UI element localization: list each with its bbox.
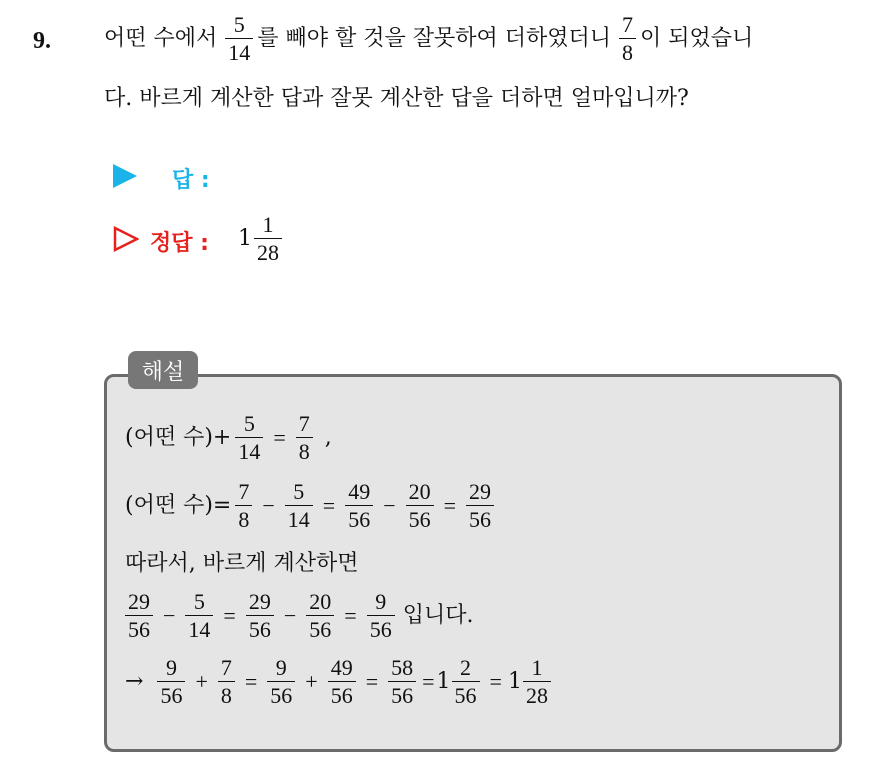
question-number: 9.: [33, 28, 51, 54]
fraction: $\frac{9}{56}$: [157, 657, 185, 707]
fraction: $\frac{20}{56}$: [406, 481, 434, 531]
fraction: $\frac{5}{14}$: [285, 481, 313, 531]
play-outline-icon: [113, 226, 139, 256]
explanation-line-1: (어떤 수)+ $\frac{5}{14}$ = $\frac{7}{8}$ ,: [125, 411, 332, 465]
arrow-right-icon: →: [125, 669, 144, 695]
fraction: $\frac{7}{8}$: [619, 14, 636, 64]
answer-label: 답 :: [172, 168, 210, 193]
fraction: $\frac{20}{56}$: [306, 591, 334, 641]
question-line-1: [104, 14, 753, 64]
correct-answer-label: 정답 :: [150, 231, 209, 256]
fraction: $\frac{7}{8}$: [235, 481, 252, 531]
fraction: $\frac{5}{14}$: [185, 591, 213, 641]
question-text-c: 이 되었습니: [640, 26, 754, 52]
question-text-b: 를 빼야 할 것을 잘못하여 더하였더니: [257, 26, 612, 52]
question-line-2: 다. 바르게 계산한 답과 잘못 계산한 답을 더하면 얼마입니까?: [104, 86, 689, 111]
correct-answer-value: 1 $\frac{1}{28}$: [238, 214, 286, 264]
fraction: $\frac{9}{56}$: [267, 657, 295, 707]
fraction: $\frac{49}{56}$: [345, 481, 373, 531]
fraction: $\frac{5}{14}$: [235, 413, 263, 463]
fraction: $\frac{29}{56}$: [125, 591, 153, 641]
fraction: $\frac{29}{56}$: [246, 591, 274, 641]
explanation-tag: 해설: [128, 351, 198, 389]
fraction: $\frac{7}{8}$: [296, 413, 313, 463]
fraction: $\frac{7}{8}$: [218, 657, 235, 707]
explanation-line-2: (어떤 수)= $\frac{7}{8}$ − $\frac{5}{14}$ = $\frac{49}{56}$ − $\frac{20}{56}$ = $\frac{29}{56}$: [125, 481, 498, 531]
fraction: $\frac{1}{28}$: [254, 214, 282, 264]
fraction: $\frac{5}{14}$: [225, 14, 253, 64]
fraction: $\frac{29}{56}$: [466, 481, 494, 531]
play-filled-icon: [113, 164, 137, 192]
question-text-a: 어떤 수에서: [104, 26, 218, 52]
fraction: $\frac{9}{56}$: [367, 591, 395, 641]
fraction: $\frac{2}{56}$: [452, 657, 480, 707]
fraction: $\frac{58}{56}$: [388, 657, 416, 707]
fraction: $\frac{49}{56}$: [328, 657, 356, 707]
fraction: $\frac{1}{28}$: [523, 657, 551, 707]
explanation-line-5: → $\frac{9}{56}$ + $\frac{7}{8}$ = $\frac{9}{56}$ + $\frac{49}{56}$ = $\frac{58}{56}$ = 1 $\frac{2}{56}$ = 1 $\frac{1}{28}$: [125, 657, 555, 707]
explanation-line-4: $\frac{29}{56}$ − $\frac{5}{14}$ = $\frac{29}{56}$ − $\frac{20}{56}$ = $\frac{9}{56}$ 입니다.: [125, 591, 473, 641]
explanation-line-3: 따라서, 바르게 계산하면: [125, 551, 359, 576]
